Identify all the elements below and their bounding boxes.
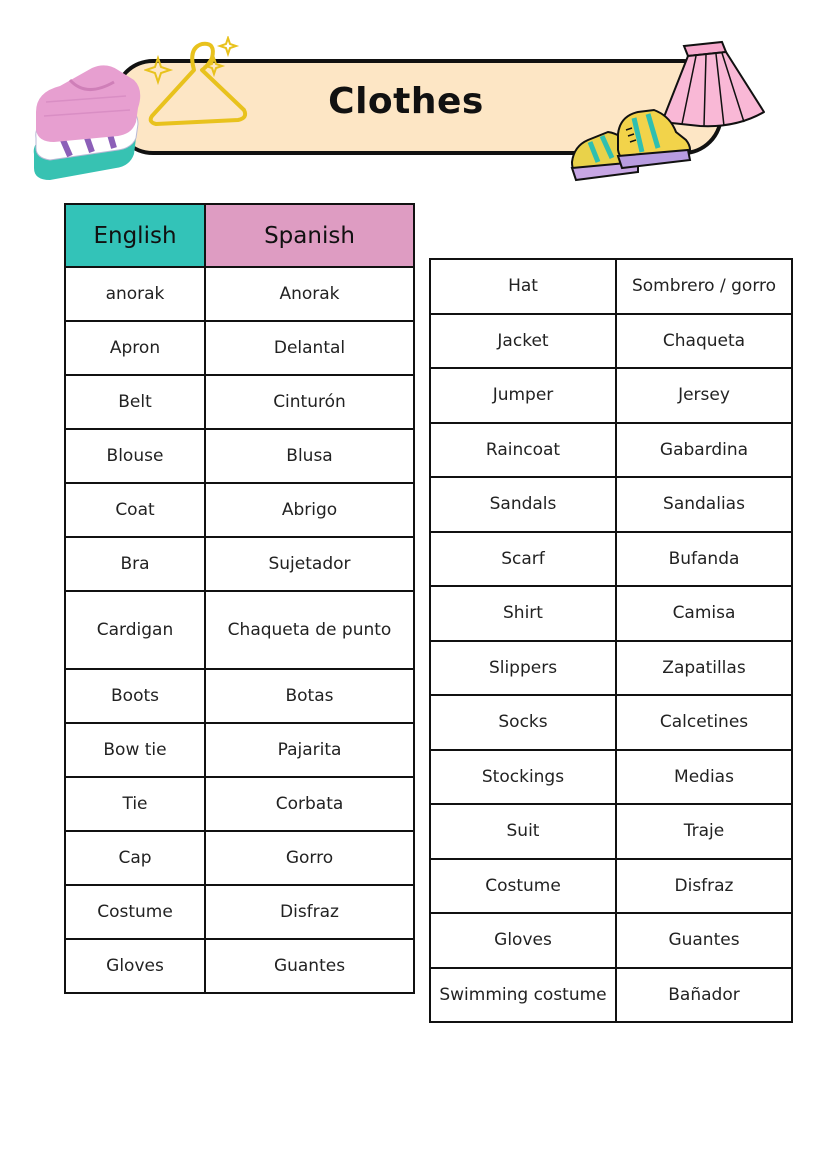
spanish-word: Jersey [616, 368, 792, 423]
spanish-word: Gorro [205, 831, 414, 885]
table-row [65, 669, 414, 723]
table-header-row [65, 204, 414, 267]
spanish-word: Abrigo [205, 483, 414, 537]
page-title: Clothes [328, 81, 484, 122]
table-row [65, 831, 414, 885]
spanish-word: Blusa [205, 429, 414, 483]
spanish-word: Botas [205, 669, 414, 723]
spanish-word: Medias [616, 750, 792, 805]
table-row [430, 314, 792, 369]
spanish-word: Sujetador [205, 537, 414, 591]
english-word: Slippers [430, 641, 616, 696]
spanish-word: Disfraz [616, 859, 792, 914]
spanish-word: Camisa [616, 586, 792, 641]
table-row [65, 375, 414, 429]
english-word: Socks [430, 695, 616, 750]
spanish-word: Pajarita [205, 723, 414, 777]
english-word: Cardigan [65, 591, 205, 669]
table-row [65, 483, 414, 537]
table-row [65, 885, 414, 939]
spanish-word: Sandalias [616, 477, 792, 532]
english-word: anorak [65, 267, 205, 321]
spanish-word: Guantes [616, 913, 792, 968]
table-row [430, 586, 792, 641]
table-row [430, 750, 792, 805]
vocab-table-right [429, 258, 793, 1023]
spanish-word: Guantes [205, 939, 414, 993]
english-word: Gloves [430, 913, 616, 968]
spanish-word: Bufanda [616, 532, 792, 587]
english-word: Jacket [430, 314, 616, 369]
table-row [430, 532, 792, 587]
table-row [430, 968, 792, 1023]
spanish-word: Sombrero / gorro [616, 259, 792, 314]
table-row [430, 423, 792, 478]
table-row [65, 723, 414, 777]
table-row [430, 368, 792, 423]
english-word: Swimming costume [430, 968, 616, 1023]
english-word: Blouse [65, 429, 205, 483]
table-row [65, 429, 414, 483]
spanish-word: Gabardina [616, 423, 792, 478]
spanish-word: Corbata [205, 777, 414, 831]
spanish-word: Calcetines [616, 695, 792, 750]
table-row [430, 859, 792, 914]
english-word: Bra [65, 537, 205, 591]
spanish-word: Zapatillas [616, 641, 792, 696]
table-row [430, 804, 792, 859]
spanish-word: Bañador [616, 968, 792, 1023]
english-word: Jumper [430, 368, 616, 423]
table-row [430, 913, 792, 968]
spanish-word: Chaqueta [616, 314, 792, 369]
english-word: Coat [65, 483, 205, 537]
sneakers-icon [568, 106, 698, 186]
table-row [430, 259, 792, 314]
vocab-table-left [64, 203, 415, 994]
table-row [65, 939, 414, 993]
english-word: Belt [65, 375, 205, 429]
table-row [430, 477, 792, 532]
english-word: Stockings [430, 750, 616, 805]
english-word: Cap [65, 831, 205, 885]
english-word: Raincoat [430, 423, 616, 478]
spanish-word: Anorak [205, 267, 414, 321]
table-row [65, 777, 414, 831]
english-word: Boots [65, 669, 205, 723]
table-row [430, 641, 792, 696]
english-word: Hat [430, 259, 616, 314]
english-word: Suit [430, 804, 616, 859]
spanish-header: Spanish [205, 204, 414, 267]
english-word: Costume [430, 859, 616, 914]
spanish-word: Cinturón [205, 375, 414, 429]
table-row [65, 591, 414, 669]
table-row [65, 267, 414, 321]
english-header: English [65, 204, 205, 267]
spanish-word: Traje [616, 804, 792, 859]
table-row [65, 537, 414, 591]
english-word: Shirt [430, 586, 616, 641]
folded-sweaters-icon [26, 58, 146, 182]
spanish-word: Disfraz [205, 885, 414, 939]
sparkle-icon [144, 36, 244, 86]
english-word: Sandals [430, 477, 616, 532]
english-word: Scarf [430, 532, 616, 587]
english-word: Bow tie [65, 723, 205, 777]
english-word: Apron [65, 321, 205, 375]
table-row [430, 695, 792, 750]
english-word: Gloves [65, 939, 205, 993]
english-word: Costume [65, 885, 205, 939]
table-row [65, 321, 414, 375]
english-word: Tie [65, 777, 205, 831]
spanish-word: Delantal [205, 321, 414, 375]
spanish-word: Chaqueta de punto [205, 591, 414, 669]
